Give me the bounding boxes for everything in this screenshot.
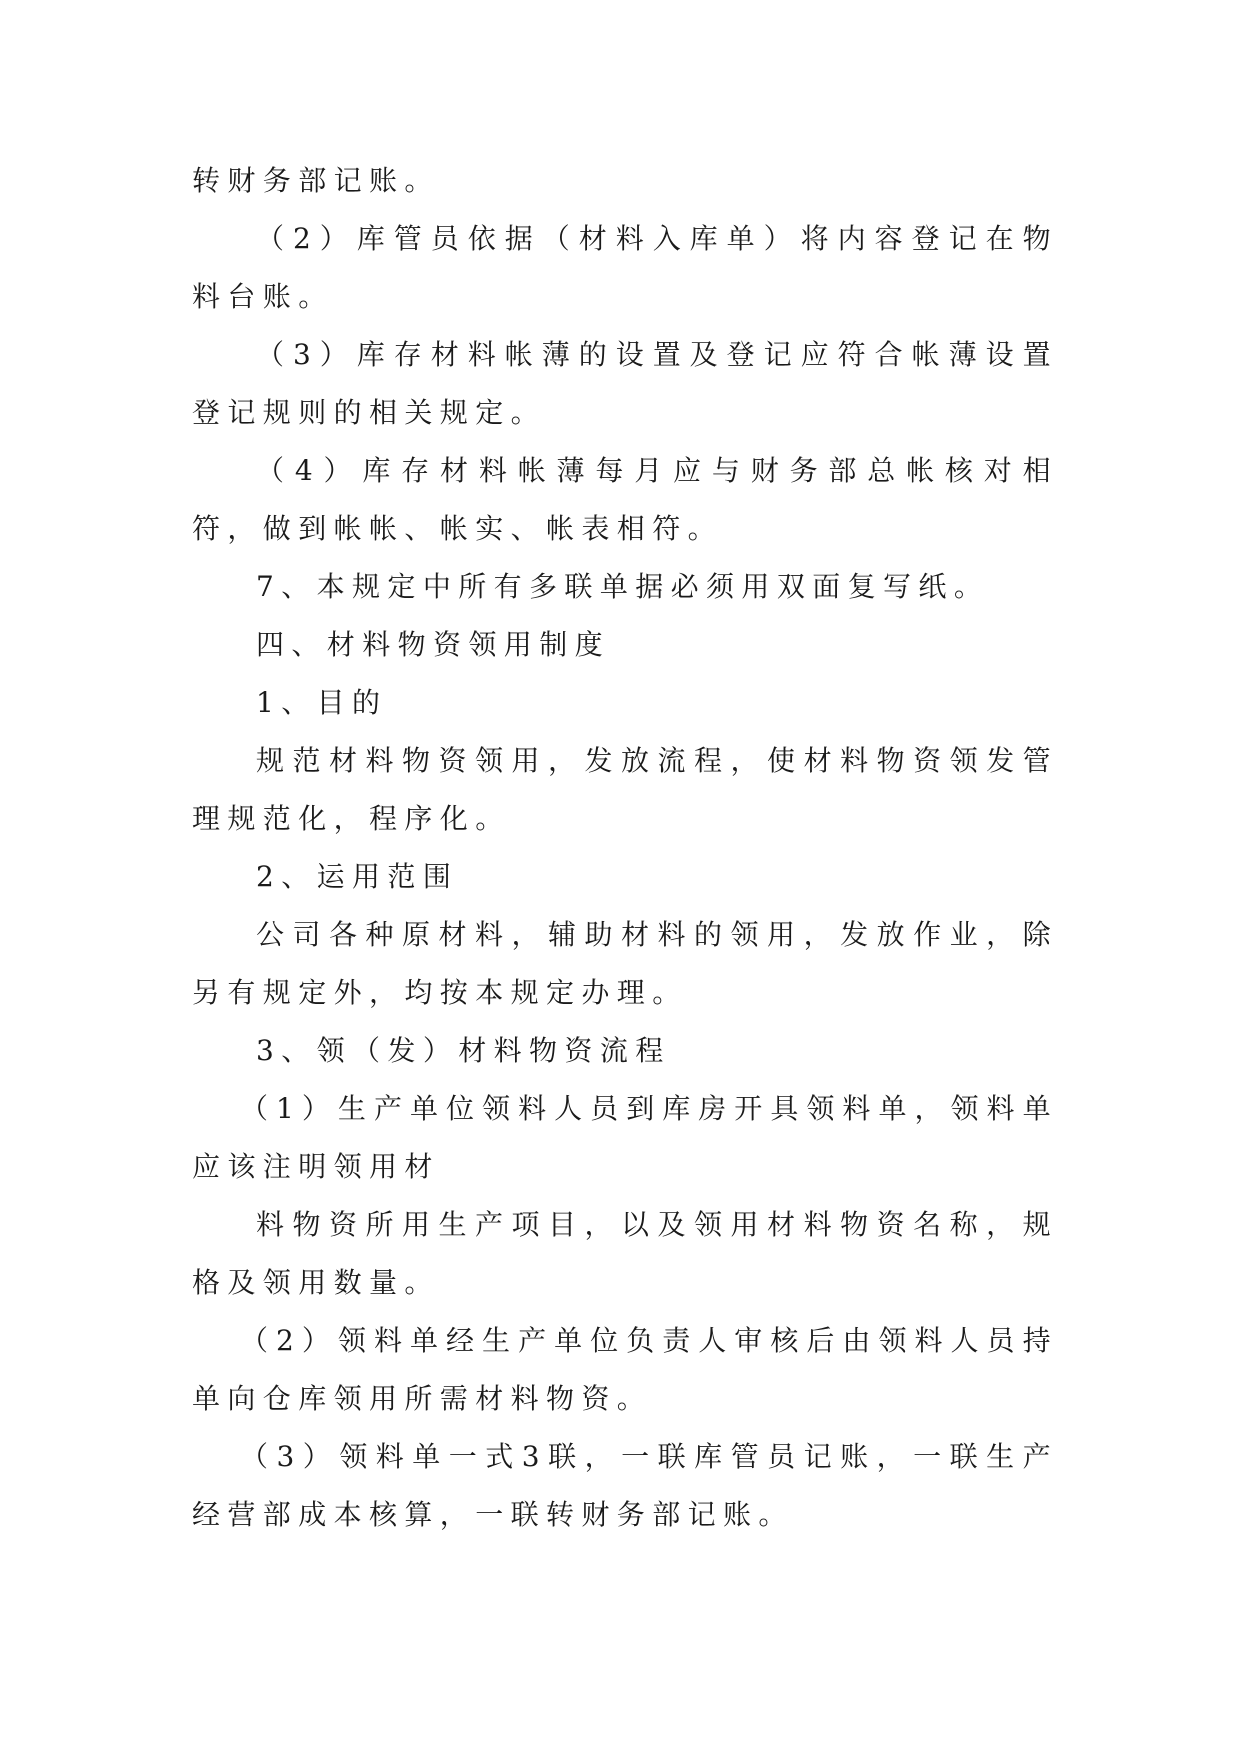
subheading-purpose: 1、目的: [256, 686, 388, 719]
paragraph-process-3: （3）领料单一式3联，一联库管员记账，一联生产经营部成本核算，一联转财务部记账。: [192, 1440, 1058, 1531]
paragraph-item-4: （4）库存材料帐薄每月应与财务部总帐核对相符，做到帐帐、帐实、帐表相符。: [192, 454, 1058, 545]
paragraph-scope: 公司各种原材料，辅助材料的领用，发放作业，除另有规定外，均按本规定办理。: [192, 918, 1058, 1009]
paragraph-rule-7: 7、本规定中所有多联单据必须用双面复写纸。: [256, 570, 990, 603]
paragraph-continuation: 转财务部记账。: [192, 164, 440, 197]
document-body: [192, 152, 1058, 1544]
paragraph-process-2: （2）领料单经生产单位负责人审核后由领料人员持单向仓库领用所需材料物资。: [192, 1324, 1058, 1415]
paragraph-process-1-continued: 料物资所用生产项目，以及领用材料物资名称，规格及领用数量。: [192, 1208, 1058, 1299]
section-heading: 四、材料物资领用制度: [256, 628, 611, 661]
subheading-process: 3、领（发）材料物资流程: [256, 1034, 671, 1067]
paragraph-item-2: （2）库管员依据（材料入库单）将内容登记在物料台账。: [192, 222, 1058, 313]
paragraph-item-3: （3）库存材料帐薄的设置及登记应符合帐薄设置登记规则的相关规定。: [192, 338, 1058, 429]
paragraph-purpose: 规范材料物资领用，发放流程，使材料物资领发管理规范化，程序化。: [192, 744, 1058, 835]
subheading-scope: 2、运用范围: [256, 860, 459, 893]
paragraph-process-1: （1）生产单位领料人员到库房开具领料单，领料单应该注明领用材: [192, 1092, 1058, 1183]
